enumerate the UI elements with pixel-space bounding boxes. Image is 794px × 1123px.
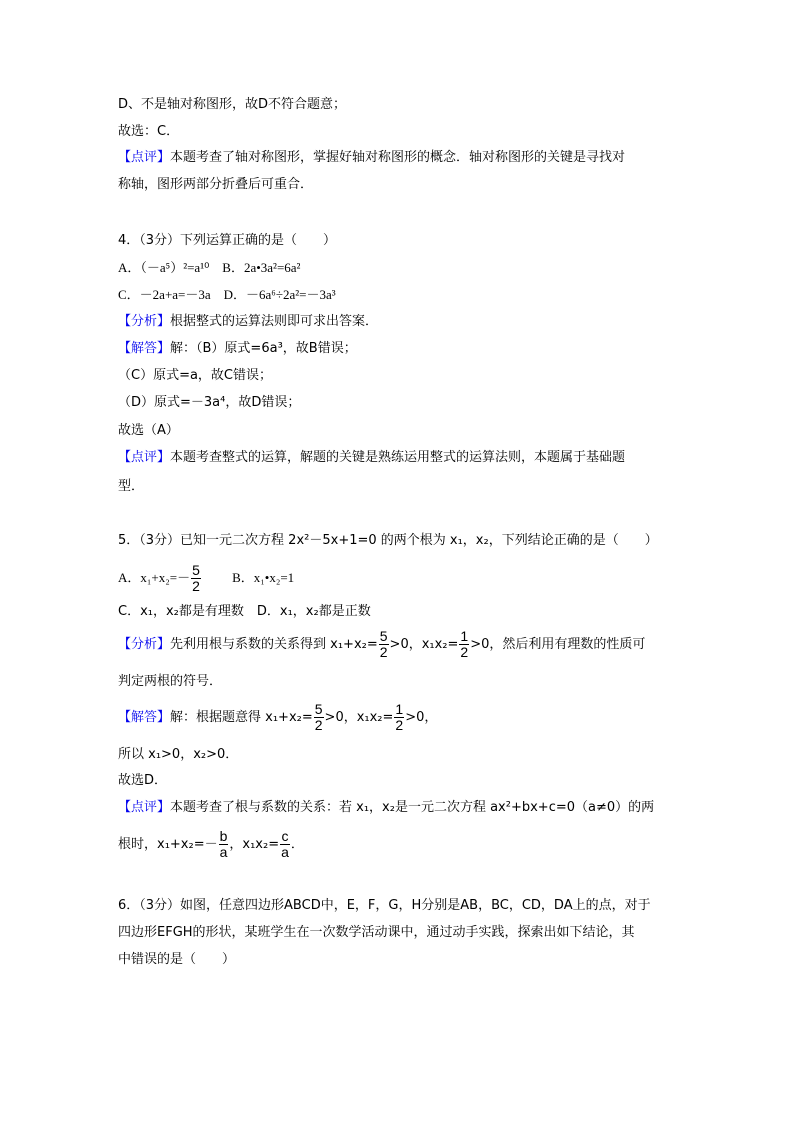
solution-text: >0，x₁x₂= <box>324 710 394 725</box>
comment-tag: 【点评】 <box>118 450 171 465</box>
comment-tag: 【点评】 <box>118 800 171 815</box>
q3-option-d-explanation: D、不是轴对称图形，故D不符合题意； <box>118 97 347 112</box>
analysis-text: 先利用根与系数的关系得到 x₁+x₂= <box>170 637 378 652</box>
q5-solution-line-2: 所以 x₁>0，x₂>0． <box>118 747 239 762</box>
fraction <box>314 702 324 733</box>
q3-comment-cont: 称轴，图形两部分折叠后可重合． <box>118 177 314 192</box>
q6-stem: 6．（3分）如图，任意四边形ABCD中，E，F，G，H分别是AB，BC，CD，DA上的点，对于 <box>118 898 651 913</box>
fraction <box>394 702 404 733</box>
comment-text: 根时，x₁+x₂=－ <box>118 837 218 852</box>
q4-comment-cont: 型． <box>118 479 145 494</box>
q6-stem-cont: 四边形EFGH的形状，某班学生在一次数学活动课中，通过动手实践，探索出如下结论，其 <box>118 925 635 940</box>
comment-tag: 【点评】 <box>118 150 171 165</box>
comment-text: 本题考查了根与系数的关系：若 x₁，x₂是一元二次方程 ax²+bx+c=0（a≠0）的两 <box>170 800 655 815</box>
denominator: 2 <box>395 717 404 733</box>
numerator: 1 <box>460 628 469 644</box>
denominator: 2 <box>314 717 323 733</box>
analysis-text: >0，然后利用有理数的性质可 <box>470 637 646 652</box>
analysis-tag: 【分析】 <box>118 637 171 652</box>
q5-answer: 故选D． <box>118 773 168 788</box>
analysis-text: >0，x₁x₂= <box>389 637 459 652</box>
fraction <box>191 563 201 594</box>
q5-solution <box>118 702 437 734</box>
q4-options-ab: A．（－a⁵）²=a¹⁰ B．2a•3a²=6a² <box>118 260 301 275</box>
q4-stem: 4．（3分）下列运算正确的是（ ） <box>118 233 337 248</box>
q5-stem: 5．（3分）已知一元二次方程 2x²－5x+1=0 的两个根为 x₁，x₂，下列结论正确的是（ ） <box>118 533 658 548</box>
numerator: 5 <box>314 701 323 717</box>
option-a: A．x₁+x₂=－ <box>118 570 191 585</box>
comment-text: ，x₁x₂= <box>229 837 280 852</box>
solution-tag: 【解答】 <box>118 341 171 356</box>
q4-solution-line-3: （D）原式=－3a⁴，故D错误； <box>118 395 301 410</box>
q4-solution <box>118 341 357 357</box>
q3-answer: 故选：C． <box>118 124 180 139</box>
numerator: 1 <box>395 701 404 717</box>
denominator: a <box>281 844 289 860</box>
comment-text: 本题考查了轴对称图形，掌握好轴对称图形的概念．轴对称图形的关键是寻找对 <box>170 150 626 165</box>
q5-options-cd: C．x₁，x₂都是有理数 D．x₁，x₂都是正数 <box>118 604 371 619</box>
denominator: 2 <box>460 644 469 660</box>
numerator: c <box>281 828 289 844</box>
q4-analysis <box>118 314 378 330</box>
q4-answer: 故选（A） <box>118 423 179 438</box>
q5-analysis <box>118 629 645 661</box>
denominator: 2 <box>192 578 200 594</box>
q4-solution-line-2: （C）原式=a，故C错误； <box>118 368 273 383</box>
option-b: B．x₁•x₂=1 <box>232 570 295 585</box>
numerator: 5 <box>379 628 388 644</box>
solution-text: 解：（B）原式=6a³，故B错误； <box>170 341 357 356</box>
q3-comment <box>118 150 625 166</box>
denominator: 2 <box>379 644 388 660</box>
q5-comment-cont <box>118 829 304 861</box>
q5-comment <box>118 800 654 816</box>
fraction <box>459 629 469 660</box>
q4-options-cd: C．－2a+a=－3a D．－6a⁶÷2a²=－3a³ <box>118 287 336 302</box>
denominator: a <box>219 844 228 860</box>
q4-comment <box>118 450 625 466</box>
solution-text: >0， <box>405 710 438 725</box>
fraction <box>280 829 290 860</box>
comment-text: ． <box>290 837 304 852</box>
comment-text: 本题考查整式的运算，解题的关键是熟练运用整式的运算法则，本题属于基础题 <box>170 450 626 465</box>
solution-text: 解：根据题意得 x₁+x₂= <box>170 710 313 725</box>
numerator: 5 <box>192 562 200 578</box>
fraction <box>379 629 389 660</box>
q6-stem-cont-2: 中错误的是（ ） <box>118 952 236 967</box>
q5-analysis-cont: 判定两根的符号． <box>118 674 223 689</box>
solution-tag: 【解答】 <box>118 710 171 725</box>
analysis-text: 根据整式的运算法则即可求出答案． <box>170 314 379 329</box>
q5-options-ab <box>118 562 294 595</box>
analysis-tag: 【分析】 <box>118 314 171 329</box>
fraction <box>219 829 229 860</box>
numerator: b <box>219 828 228 844</box>
